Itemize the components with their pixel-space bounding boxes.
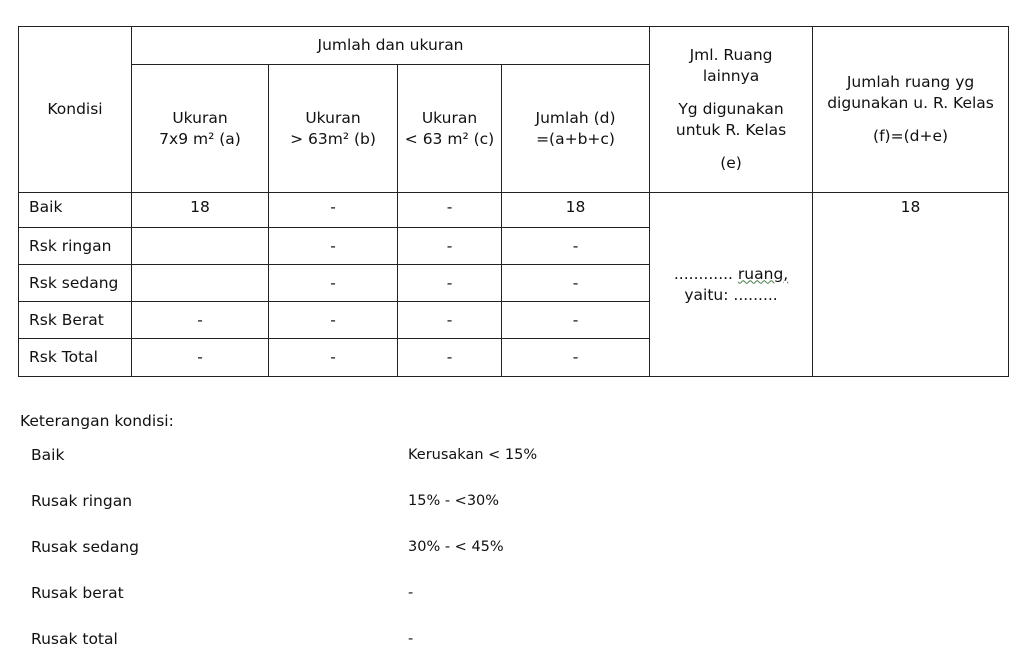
note-value: - [408,631,414,647]
note-label: Baik [31,446,65,464]
row-label: Rsk ringan [19,228,132,265]
note-value: Kerusakan < 15% [408,447,538,463]
note-label: Rusak sedang [31,538,139,556]
note-value: 15% - <30% [408,493,500,509]
cell-a: 18 [132,193,269,228]
row-label: Rsk Berat [19,302,132,339]
note-value: 30% - < 45% [408,539,504,555]
note-label: Rusak ringan [31,492,133,510]
cell-c: - [398,339,502,377]
cell-b: - [269,228,398,265]
header-jumlah-d: Jumlah (d) =(a+b+c) [502,65,650,193]
header-ukuran-c: Ukuran < 63 m² (c) [398,65,502,193]
row-label: Baik [19,193,132,228]
header-ukuran-b: Ukuran > 63m² (b) [269,65,398,193]
header-kondisi: Kondisi [19,27,132,193]
cell-b: - [269,339,398,377]
cell-a [132,228,269,265]
header-ukuran-a: Ukuran 7x9 m² (a) [132,65,269,193]
cell-b: - [269,193,398,228]
cell-d: - [502,265,650,302]
table-row [19,193,1009,228]
cell-d: - [502,302,650,339]
cell-a: - [132,302,269,339]
cell-a [132,265,269,302]
cell-d: - [502,339,650,377]
cell-d: - [502,228,650,265]
header-ruang-lainnya: Jml. Ruang lainnya Yg digunakan untuk R. Kelas (e) [650,27,813,193]
note-label: Rusak berat [31,584,124,602]
cell-a: - [132,339,269,377]
note-value: - [408,585,414,601]
row-label: Rsk Total [19,339,132,377]
note-label: Rusak total [31,630,118,648]
room-condition-table [18,26,1009,377]
header-jumlah-ruang-kelas: Jumlah ruang yg digunakan u. R. Kelas (f)=(d+e) [813,27,1009,193]
cell-c: - [398,265,502,302]
cell-c: - [398,193,502,228]
header-jumlah-dan-ukuran: Jumlah dan ukuran [132,27,650,65]
notes-title: Keterangan kondisi: [20,412,174,430]
cell-c: - [398,228,502,265]
row-label: Rsk sedang [19,265,132,302]
cell-b: - [269,302,398,339]
cell-f-total: 18 [813,193,1009,377]
cell-c: - [398,302,502,339]
cell-e-ruang-lainnya: ............ ruang, yaitu: ......... [650,193,813,377]
cell-b: - [269,265,398,302]
cell-d: 18 [502,193,650,228]
